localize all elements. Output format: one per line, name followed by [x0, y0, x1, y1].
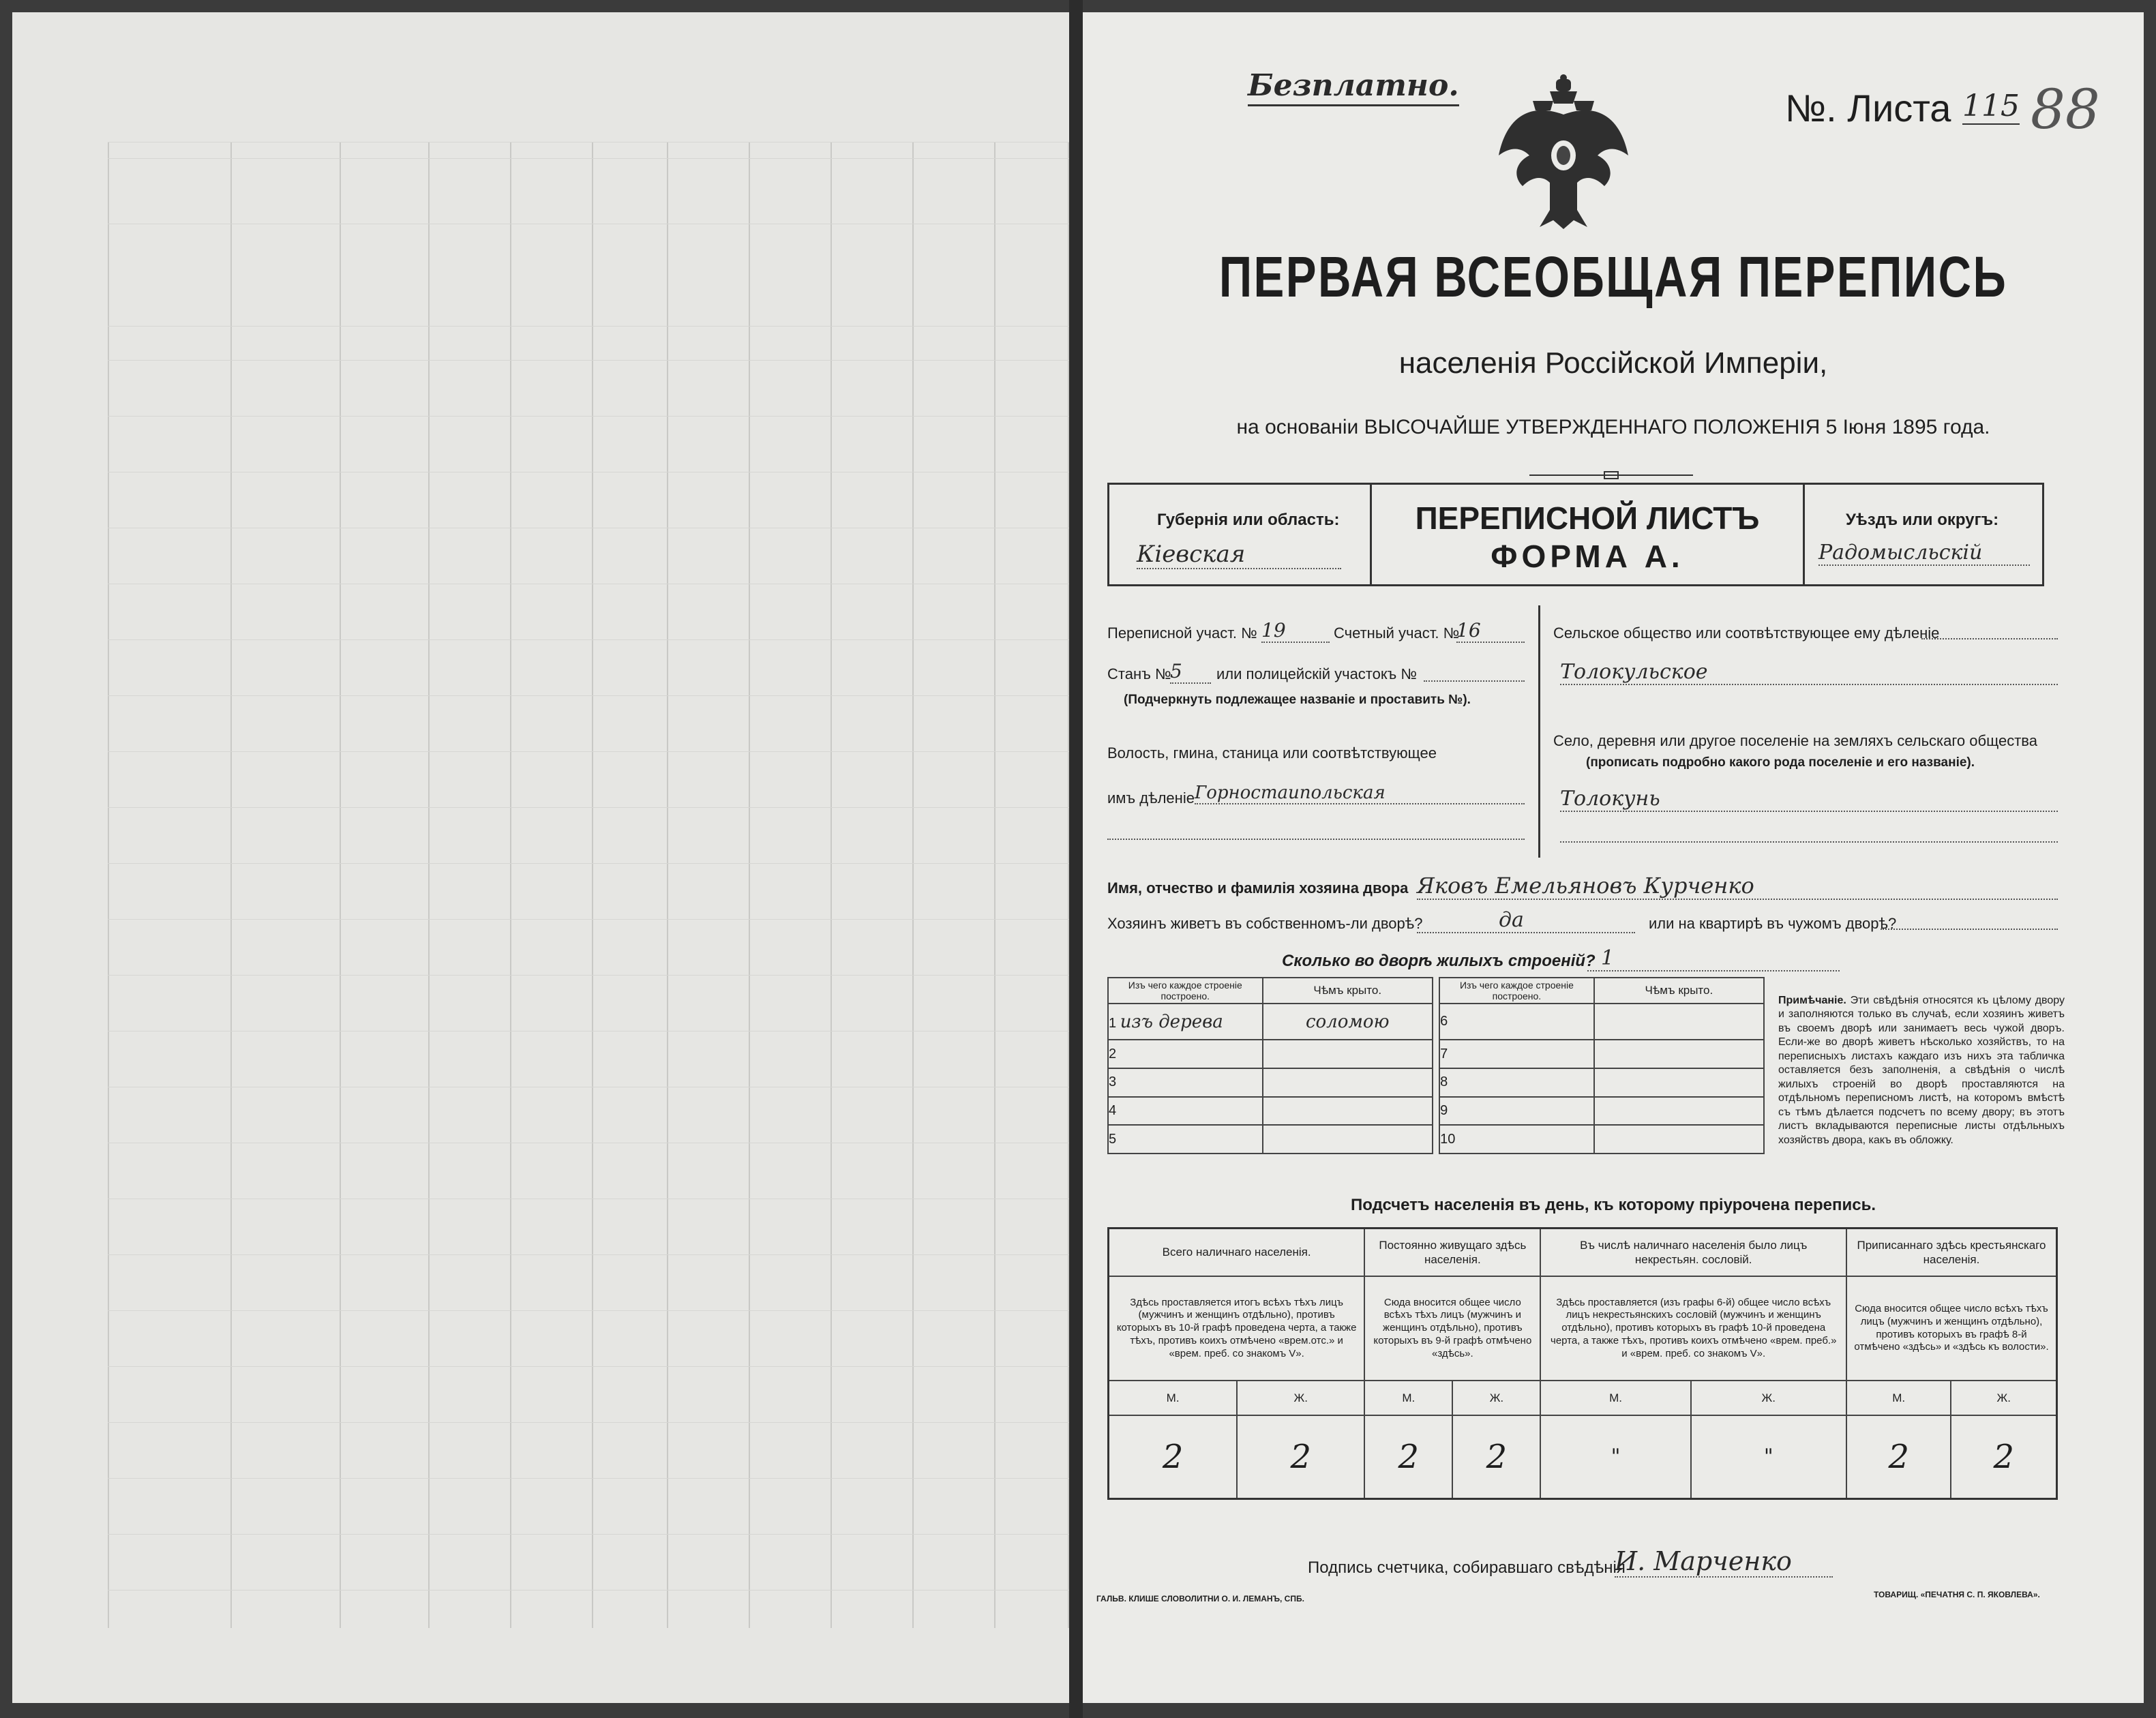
bld-row [1108, 1068, 1764, 1097]
stan-value: 5 [1170, 660, 1211, 684]
police-note: (Подчеркнуть подлежащее названіе и проставить №). [1124, 693, 1471, 707]
bld-row-number: 8 [1439, 1068, 1594, 1097]
volost-extra-line [1107, 839, 1525, 840]
sheet-number-value: 115 [1962, 89, 2020, 123]
bld-row-number: 10 [1439, 1125, 1594, 1154]
ornament-divider [1529, 470, 1693, 479]
buildings-table [1107, 977, 1765, 1154]
count-value: 2 [1452, 1415, 1540, 1499]
bld-row-number: 2 [1108, 1040, 1263, 1068]
count-head-present: Всего наличнаго населенія. [1109, 1229, 1365, 1277]
female-header: Ж. [1237, 1381, 1364, 1415]
owner-label: Имя, отчество и фамилія хозяина двора [1107, 879, 1409, 896]
buildings-question: Сколько во дворѣ жилыхъ строеній? [1282, 952, 1596, 970]
police-label: или полицейскій участокъ № [1216, 665, 1417, 682]
police-value [1424, 680, 1525, 682]
bld-row [1108, 1004, 1764, 1040]
society-label: Сельское общество или соотвѣтствующее ему дѣленіе [1553, 624, 1940, 642]
count-desc-present: Здѣсь проставляется итогъ всѣхъ тѣхъ лицъ (мужчинъ и женщинъ отдѣльно), противъ которыхъ въ 10-й графѣ проведена черта, а также тѣхъ, противъ коихъ отмѣчено «врем.отс.» и «врем. преб. со знакомъ V». [1109, 1276, 1365, 1381]
female-header: Ж. [1691, 1381, 1846, 1415]
count-desc-peasant: Сюда вносится общее число всѣхъ тѣхъ лицъ (мужчинъ и женщинъ отдѣльно), противъ которыхъ въ графѣ 8-й отмѣчено «здѣсь» и «здѣсь къ волости». [1846, 1276, 2057, 1381]
own-house-label: Хозяинъ живетъ въ собственномъ-ли дворѣ? [1107, 915, 1423, 932]
male-header: М. [1109, 1381, 1238, 1415]
count-head-nonpeasant: Въ числѣ наличнаго населенія было лицъ некрестьян. сословій. [1540, 1229, 1846, 1277]
bld-col-material: Изъ чего каждое строеніе построено. [1108, 978, 1263, 1004]
bld-row-number: 6 [1439, 1004, 1594, 1040]
owner-value: Яковъ Емельяновъ Курченко [1417, 873, 2058, 900]
bld-row [1108, 1125, 1764, 1154]
count-district-label: Счетный участ. № [1334, 624, 1460, 642]
stan-label: Станъ № [1107, 665, 1171, 682]
bld-row [1108, 1097, 1764, 1126]
bld-row-number: 4 [1108, 1097, 1263, 1126]
corner-page-number: 88 [2031, 78, 2100, 141]
count-value: 2 [1109, 1415, 1238, 1499]
count-value: " [1691, 1415, 1846, 1499]
uezd-label: Уѣздъ или округъ: [1846, 511, 1999, 529]
legal-basis: на основаніи ВЫСОЧАЙШЕ УТВЕРЖДЕННАГО ПОЛОЖЕНІЯ 5 Іюня 1895 года. [1236, 416, 1990, 438]
count-value: " [1540, 1415, 1690, 1499]
signature-value: И. Марченко [1615, 1546, 1833, 1578]
bld-roof: соломою [1263, 1004, 1433, 1040]
count-head-permanent: Постоянно живущаго здѣсь населенія. [1364, 1229, 1540, 1277]
sheet-number-label: №. Листа [1785, 87, 1951, 130]
population-count-table [1107, 1227, 2058, 1500]
bld-row-number: 1 [1109, 1015, 1117, 1031]
bld-col-material-2: Изъ чего каждое строеніе построено. [1439, 978, 1594, 1004]
male-header: М. [1846, 1381, 1951, 1415]
form-subtitle: населенія Россійской Имперіи, [1398, 346, 1828, 380]
signature-label: Подпись счетчика, собиравшаго свѣдѣнія [1308, 1558, 1626, 1577]
count-value: 2 [1846, 1415, 1951, 1499]
count-desc-permanent: Сюда вносится общее число всѣхъ тѣхъ лицъ (мужчинъ и женщинъ отдѣльно), противъ которыхъ въ 9-й графѣ отмѣчено «здѣсь». [1364, 1276, 1540, 1381]
male-header: М. [1364, 1381, 1452, 1415]
count-desc-nonpeasant: Здѣсь проставляется (изъ графы 6-й) общее число всѣхъ лицъ некрестьянскихъ сословій (мужчинъ и женщинъ отдѣльно), противъ которыхъ въ графѣ 10-й проведена черта, а также тѣхъ, противъ коихъ отмѣчено «врем. преб.» и «врем. преб. со знакомъ V». [1540, 1276, 1846, 1381]
eagle-emblem-icon [1485, 74, 1642, 230]
guberniya-label: Губернія или область: [1157, 511, 1340, 529]
female-header: Ж. [1951, 1381, 2056, 1415]
village-value: Толокунь [1560, 787, 2058, 812]
bld-row [1108, 1040, 1764, 1068]
form-title: ПЕРВАЯ ВСЕОБЩАЯ ПЕРЕПИСЬ [1218, 245, 2008, 309]
note-text: Эти свѣдѣнія относятся къ цѣлому двору и заполняются только въ случаѣ, если хозяинъ живетъ въ своемъ дворѣ или занимаетъ весь чужой дворъ. Если-же во дворѣ живетъ нѣсколько хозяйствъ, то на переписныхъ листахъ каждаго изъ нихъ эта табличка оставляется безъ заполненія, а свѣдѣнія о числѣ жилыхъ строеній во дворѣ проставляются на отдѣльномъ переписномъ листѣ, на которомъ вмѣстѣ съ тѣмъ дѣлается подсчетъ по всему двору; въ этотъ листъ вкладываются переписные листы отдѣльныхъ хозяйствъ двора, какъ въ обложку. [1778, 995, 2065, 1146]
bld-row-number: 5 [1108, 1125, 1263, 1154]
uezd-value: Радомысльскій [1818, 541, 2030, 566]
buildings-note [1778, 994, 2065, 1147]
census-district-value: 19 [1261, 619, 1330, 643]
sheet-form: ФОРМА А. [1491, 539, 1684, 574]
bld-row-number: 7 [1439, 1040, 1594, 1068]
left-page [12, 12, 1069, 1703]
volost-value: Горностаипольская [1195, 783, 1525, 804]
bld-material: изъ дерева [1120, 1011, 1223, 1032]
male-header: М. [1540, 1381, 1690, 1415]
guberniya-value: Кіевская [1137, 541, 1341, 569]
bld-row-number: 9 [1439, 1097, 1594, 1126]
count-title: Подсчетъ населенія въ день, къ которому пріурочена перепись. [1351, 1196, 1876, 1214]
note-title: Примѣчаніе. [1778, 995, 1846, 1006]
census-form-page [1083, 12, 2144, 1703]
bld-col-roof-2: Чѣмъ крыто. [1594, 978, 1764, 1004]
count-value: 2 [1364, 1415, 1452, 1499]
bld-row-number: 3 [1108, 1068, 1263, 1097]
region-box [1107, 483, 2044, 586]
rent-label: или на квартирѣ въ чужомъ дворѣ? [1649, 915, 1897, 932]
bleed-through-grid [108, 142, 1069, 1628]
volost-label: Волость, гмина, станица или соотвѣтствующее [1107, 744, 1437, 762]
free-label: Безплатно. [1248, 68, 1459, 106]
own-house-value: да [1417, 908, 1635, 933]
printer-right: ТОВАРИЩ. «ПЕЧАТНЯ С. П. ЯКОВЛЕВА». [1874, 1590, 2040, 1599]
village-label: Село, деревня или другое поселеніе на земляхъ сельскаго общества [1553, 732, 2037, 749]
village-note: (прописать подробно какого рода поселеніе и его названіе). [1586, 755, 1975, 770]
buildings-value: 1 [1587, 946, 1840, 971]
count-value: 2 [1951, 1415, 2056, 1499]
bld-col-roof: Чѣмъ крыто. [1263, 978, 1433, 1004]
female-header: Ж. [1452, 1381, 1540, 1415]
society-value: Толокульское [1560, 660, 2058, 685]
census-district-label: Переписной участ. № [1107, 624, 1257, 642]
printer-left: ГАЛЬВ. КЛИШЕ СЛОВОЛИТНИ О. И. ЛЕМАНЪ, СПБ. [1096, 1594, 1304, 1603]
count-head-peasant: Приписаннаго здѣсь крестьянскаго населенія. [1846, 1229, 2057, 1277]
count-value: 2 [1237, 1415, 1364, 1499]
volost-label-2: имъ дѣленіе [1107, 789, 1195, 807]
book-gutter [1069, 0, 1083, 1718]
sheet-title: ПЕРЕПИСНОЙ ЛИСТЪ [1415, 500, 1760, 536]
count-district-value: 16 [1456, 619, 1525, 643]
